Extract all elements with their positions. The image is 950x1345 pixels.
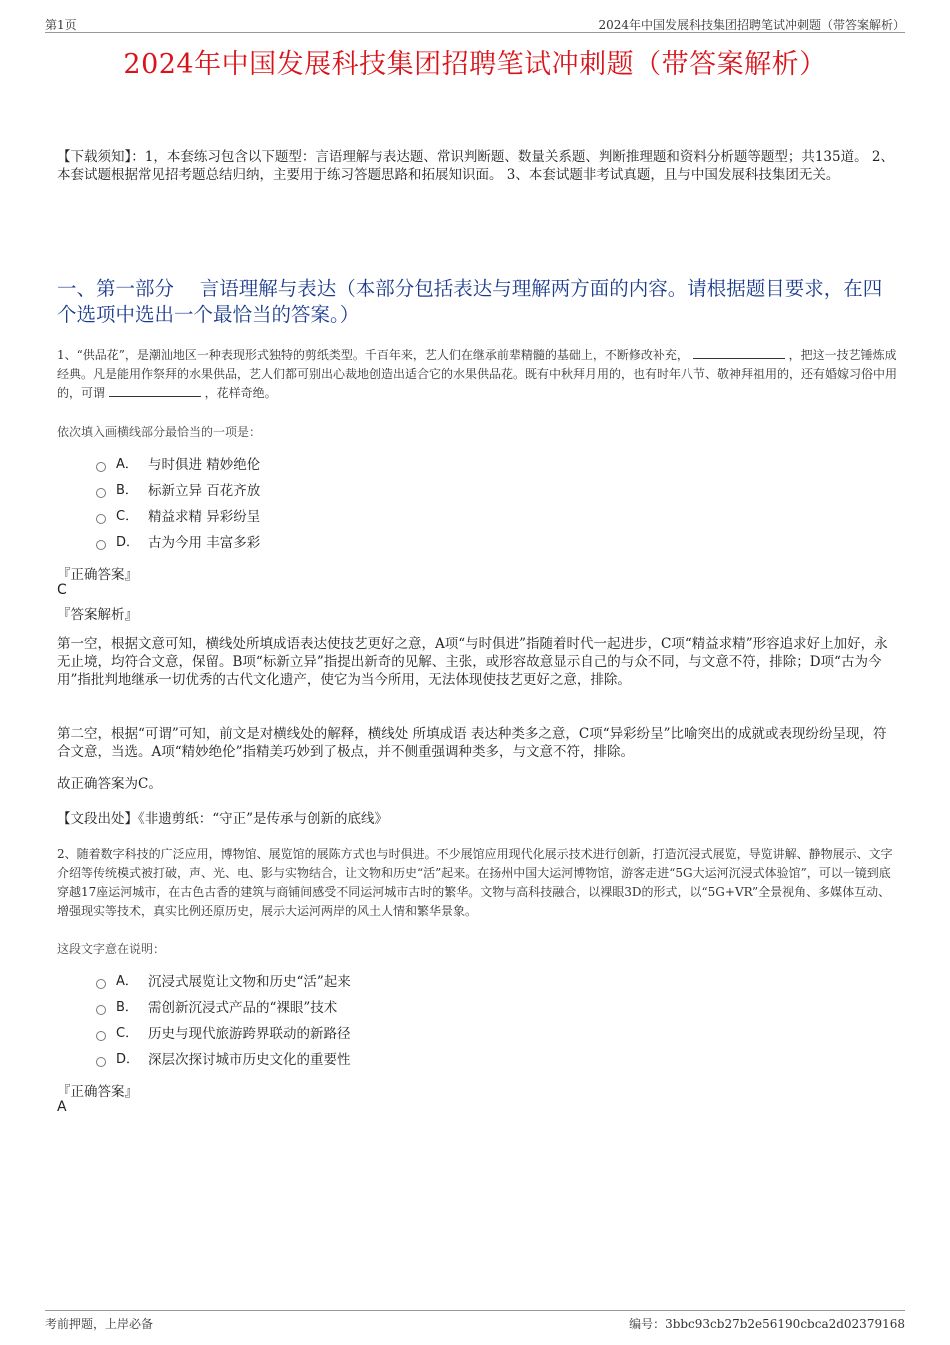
option-a[interactable]: A． 沉浸式展览让文物和历史“活”起来: [96, 969, 351, 995]
footer-slogan: 考前押题，上岸必备: [45, 1317, 154, 1331]
fill-blank: [693, 347, 785, 359]
question-1-options: [96, 452, 260, 556]
answer-value: C: [57, 582, 67, 598]
question-2-text: 2、随着数字科技的广泛应用，博物馆、展览馆的展陈方式也与时俱进。不少展馆应用现代化展示技术进行创新，打造沉浸式展览，导览讲解、静物展示、文字介绍等传统模式被打破，声、光、电、影与实物结合，让文物和历史“活”起来。在扬州中国大运河博物馆，游客走进“5G大运河沉浸式体验馆”，可以一镜到底穿越17座运河城市，在古色古香的建筑与商铺间感受不同运河城市古时的繁华。文物与高科技融合，以裸眼3D的形式，以“5G+VR”全景视角、多媒体互动、增强现实等技术，真实比例还原历史，展示大运河两岸的风土人情和繁华景象。: [57, 847, 893, 918]
question-1-text: 1、“供品花”，是潮汕地区一种表现形式独特的剪纸类型。千百年来，艺人们在继承前辈精髓的基础上，不断修改补充， ，把这一技艺锤炼成经典。凡是能用作祭拜的水果供品，艺人们都可别出心裁地创造出适合它的水果供品花。既有中秋拜月用的，也有时年八节、敬神拜祖用的，还有婚嫁习俗中用的，可谓 ，花样奇绝。: [57, 348, 898, 400]
option-a[interactable]: A． 与时俱进 精妙绝伦: [96, 452, 260, 478]
radio-icon[interactable]: [96, 1031, 106, 1041]
download-notice: 【下载须知】：1，本套练习包含以下题型：言语理解与表达题、常识判断题、数量关系题、判断推理题和资料分析题等题型；共135道。 2、本套试题根据常见招考题总结归纳，主要用于练习答题思路和拓展知识面。 3、本套试题非考试真题，且与中国发展科技集团无关。: [57, 149, 894, 183]
analysis-conclusion: 故正确答案为C。: [57, 776, 162, 792]
analysis-paragraph-1: 第一空，根据文意可知，横线处所填成语表达使技艺更好之意，A项“与时俱进”指随着时代一起进步，C项“精益求精”形容追求好上加好，永无止境，均符合文意，保留。B项“标新立异”指提出新奇的见解、主张，或形容故意显示自己的与众不同，与文意不符，排除；D项“古为今用”指批判地继承一切优秀的古代文化遗产，使它为当今所用，无法体现使技艺更好之意，排除。: [57, 636, 888, 688]
radio-icon[interactable]: [96, 488, 106, 498]
option-c[interactable]: C． 历史与现代旅游跨界联动的新路径: [96, 1021, 351, 1047]
answer-value: A: [57, 1099, 67, 1115]
option-b[interactable]: B． 标新立异 百花齐放: [96, 478, 260, 504]
page-title: 2024年中国发展科技集团招聘笔试冲刺题（带答案解析）: [123, 49, 827, 80]
header-doc-title: 2024年中国发展科技集团招聘笔试冲刺题（带答案解析）: [598, 18, 905, 32]
radio-icon[interactable]: [96, 1005, 106, 1015]
answer-label: 『正确答案』: [57, 567, 138, 583]
page-number: 第1页: [45, 18, 77, 32]
footer-doc-id: 编号：3bbc93cb27b2e56190cbca2d02379168: [629, 1317, 905, 1331]
radio-icon[interactable]: [96, 462, 106, 472]
radio-icon[interactable]: [96, 979, 106, 989]
option-c[interactable]: C． 精益求精 异彩纷呈: [96, 504, 260, 530]
option-d[interactable]: D． 古为今用 丰富多彩: [96, 530, 260, 556]
radio-icon[interactable]: [96, 540, 106, 550]
option-d[interactable]: D． 深层次探讨城市历史文化的重要性: [96, 1047, 351, 1073]
analysis-paragraph-2: 第二空，根据“可谓”可知，前文是对横线处的解释，横线处 所填成语 表达种类多之意，C项“异彩纷呈”比喻突出的成就或表现纷纷呈现，符合文意，当选。A项“精妙绝伦”指精美巧妙到了极点，并不侧重强调种类多，与文意不符，排除。: [57, 726, 887, 760]
source-citation: 【文段出处】《非遗剪纸：“守正”是传承与创新的底线》: [57, 811, 389, 827]
question-2-prompt: 这段文字意在说明：: [57, 942, 166, 956]
radio-icon[interactable]: [96, 1057, 106, 1067]
fill-blank: [109, 385, 201, 397]
question-1-prompt: 依次填入画横线部分最恰当的一项是：: [57, 425, 262, 439]
radio-icon[interactable]: [96, 514, 106, 524]
page-header: [45, 14, 905, 33]
option-b[interactable]: B． 需创新沉浸式产品的“裸眼”技术: [96, 995, 351, 1021]
section-heading: 一、第一部分 言语理解与表达（本部分包括表达与理解两方面的内容。请根据题目要求，在四个选项中选出一个最恰当的答案。）: [57, 277, 883, 326]
analysis-label: 『答案解析』: [57, 607, 138, 623]
answer-label: 『正确答案』: [57, 1084, 138, 1100]
page-footer: [45, 1310, 905, 1329]
question-2-options: [96, 969, 351, 1073]
